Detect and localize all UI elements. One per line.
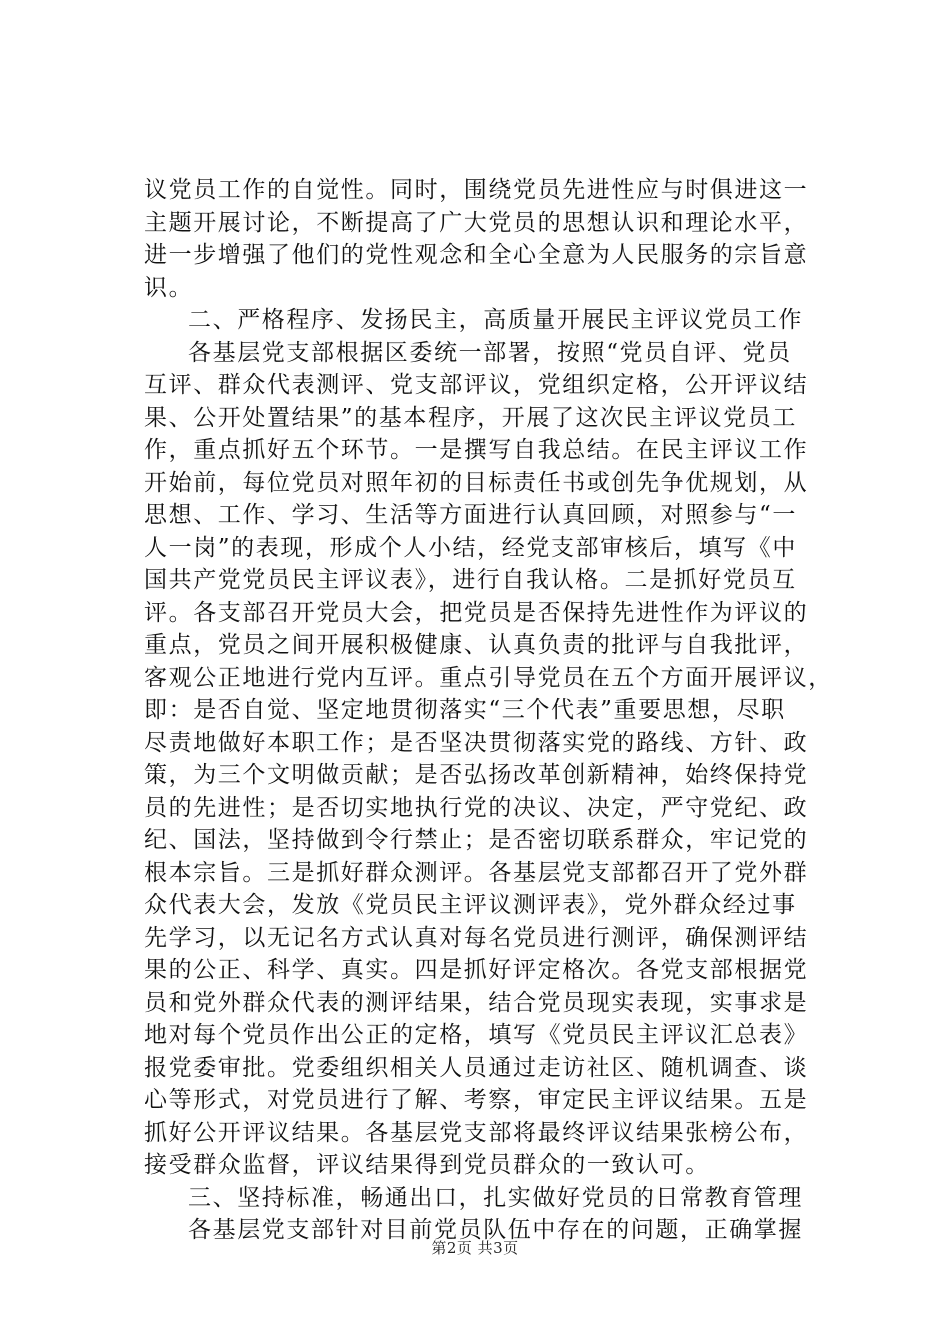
text-line: 作，重点抓好五个环节。一是撰写自我总结。在民主评议工作 xyxy=(144,437,809,463)
text-line: 重点，党员之间开展积极健康、认真负责的批评与自我批评， xyxy=(144,632,809,658)
text-line: 评。各支部召开党员大会，把党员是否保持先进性作为评议的 xyxy=(144,599,809,626)
text-line: 果、公开处置结果”的基本程序，开展了这次民主评议党员工 xyxy=(144,404,797,431)
text-line: 根本宗旨。三是抓好群众测评。各基层党支部都召开了党外群 xyxy=(144,859,809,886)
text-line: 人一岗”的表现，形成个人小结，经党支部审核后，填写《中 xyxy=(144,534,797,561)
text-line: 众代表大会，发放《党员民主评议测评表》，党外群众经过事 xyxy=(144,892,797,918)
text-line: 互评、群众代表测评、党支部评议，党组织定格，公开评议结 xyxy=(144,372,809,398)
text-line: 员的先进性；是否切实地执行党的决议、决定，严守党纪、政 xyxy=(144,794,809,821)
paragraph-first-line: 各基层党支部根据区委统一部署，按照“党员自评、党员 xyxy=(188,339,792,366)
text-line: 识。 xyxy=(144,274,194,301)
text-line: 先学习，以无记名方式认真对每名党员进行测评，确保测评结 xyxy=(144,924,809,951)
text-line: 果的公正、科学、真实。四是抓好评定格次。各党支部根据党 xyxy=(144,957,809,983)
text-line: 进一步增强了他们的党性观念和全心全意为人民服务的宗旨意 xyxy=(144,242,809,268)
text-line: 即：是否自觉、坚定地贯彻落实“三个代表”重要思想，尽职 xyxy=(144,697,786,723)
page-footer: 第2页 共3页 xyxy=(431,1239,519,1257)
text-line: 开始前，每位党员对照年初的目标责任书或创先争优规划，从 xyxy=(144,469,809,496)
document-body xyxy=(144,174,844,1247)
text-line: 抓好公开评议结果。各基层党支部将最终评议结果张榜公布， xyxy=(144,1119,809,1146)
paragraph-first-line: 各基层党支部针对目前党员队伍中存在的问题，正确掌握 xyxy=(188,1217,803,1243)
text-line: 主题开展讨论，不断提高了广大党员的思想认识和理论水平， xyxy=(144,209,809,236)
paragraph-first-line: 三、坚持标准，畅通出口，扎实做好党员的日常教育管理 xyxy=(188,1184,803,1211)
text-line: 接受群众监督，评议结果得到党员群众的一致认可。 xyxy=(144,1152,710,1178)
text-line: 国共产党党员民主评议表》，进行自我认格。二是抓好党员互 xyxy=(144,567,797,593)
text-line: 纪、国法，坚持做到令行禁止；是否密切联系群众，牢记党的 xyxy=(144,827,809,853)
text-line: 尽责地做好本职工作；是否坚决贯彻落实党的路线、方针、政 xyxy=(144,729,809,756)
text-line: 策，为三个文明做贡献；是否弘扬改革创新精神，始终保持党 xyxy=(144,762,809,788)
text-line: 员和党外群众代表的测评结果，结合党员现实表现，实事求是 xyxy=(144,989,809,1016)
text-line: 客观公正地进行党内互评。重点引导党员在五个方面开展评议， xyxy=(144,664,833,691)
text-line: 心等形式，对党员进行了解、考察，审定民主评议结果。五是 xyxy=(144,1087,809,1113)
text-line: 议党员工作的自觉性。同时，围绕党员先进性应与时俱进这一 xyxy=(144,177,809,203)
paragraph-first-line: 二、严格程序、发扬民主，高质量开展民主评议党员工作 xyxy=(188,307,803,333)
text-line: 思想、工作、学习、生活等方面进行认真回顾，对照参与“一 xyxy=(144,502,797,528)
text-line: 报党委审批。党委组织相关人员通过走访社区、随机调查、谈 xyxy=(144,1054,809,1081)
text-line: 地对每个党员作出公正的定格，填写《党员民主评议汇总表》 xyxy=(144,1022,809,1048)
